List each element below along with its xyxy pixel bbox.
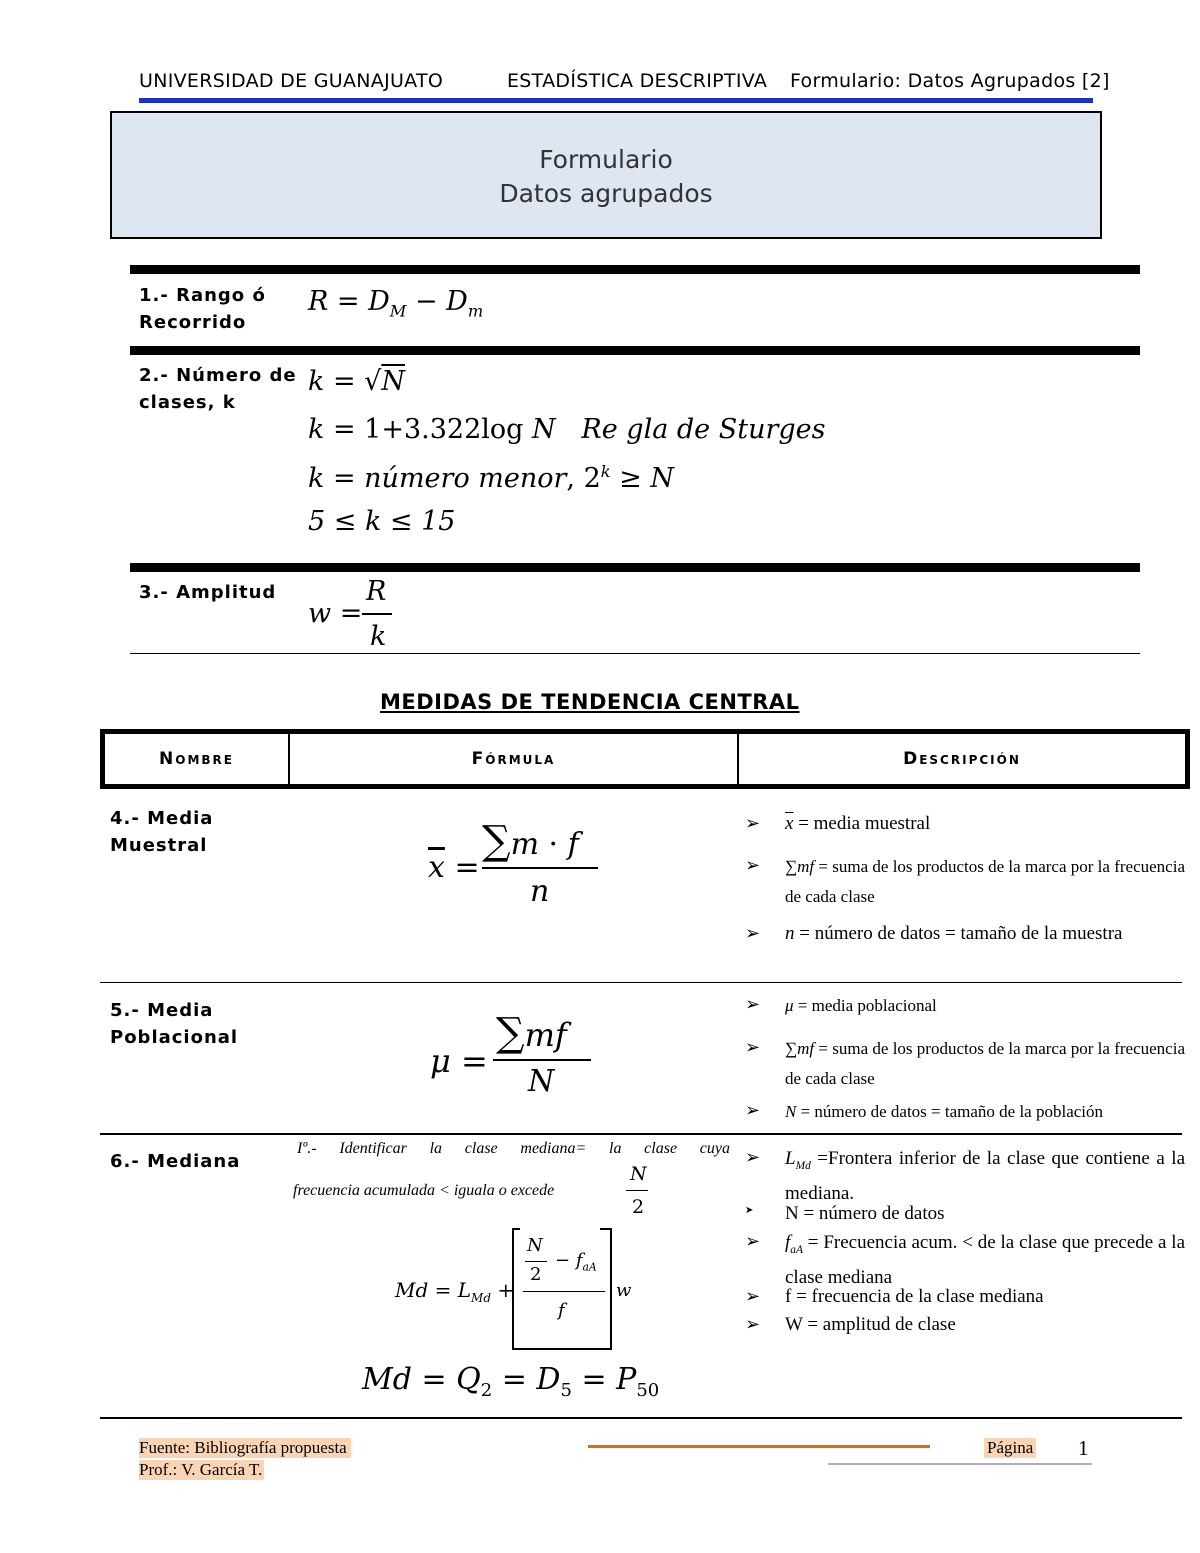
md-w: w bbox=[616, 1280, 632, 1301]
md-inner-fa: − $f_{aA}$ bbox=[555, 1250, 597, 1274]
clases-label: 2.- Número de clases, k bbox=[139, 365, 297, 413]
footer-source: Fuente: Bibliografía propuesta bbox=[139, 1438, 351, 1458]
rule-1 bbox=[130, 265, 1140, 274]
poblacional-fraction-bar bbox=[493, 1059, 591, 1061]
footer-page-num: 1 bbox=[1078, 1436, 1089, 1460]
amplitud-den: k bbox=[370, 621, 387, 652]
rule-2 bbox=[130, 346, 1140, 355]
header-university: UNIVERSIDAD DE GUANAJUATO bbox=[139, 70, 444, 92]
header-subject: ESTADÍSTICA DESCRIPTIVA bbox=[507, 70, 768, 92]
rango-label: 1.- Rango ó Recorrido bbox=[139, 285, 266, 333]
clases-range: 5 ≤ k ≤ 15 bbox=[308, 506, 456, 537]
mediana-step2: frecuencia acumulada < iguala o excede bbox=[293, 1182, 555, 1199]
footer-page-label: Página bbox=[984, 1438, 1036, 1458]
media-poblacional-label: 5.- Media Poblacional bbox=[110, 1000, 239, 1048]
rule-3 bbox=[130, 563, 1140, 572]
rango-formula: $R = D_M - D_m$ bbox=[308, 286, 484, 321]
md-inner-n: N bbox=[527, 1235, 543, 1256]
poblacional-description: ➢ μ = media poblacional ➢ ∑mf = suma de los productos de la marca por la frecuencia de cada clase ➢ N = número de datos = tamaño de la población bbox=[745, 994, 1185, 1121]
md-inner-2: 2 bbox=[530, 1264, 542, 1285]
row-rule-5 bbox=[100, 1133, 1182, 1135]
rule-3-bottom bbox=[130, 653, 1140, 654]
poblacional-lhs: μ = bbox=[430, 1042, 488, 1080]
media-muestral-label: 4.- Media Muestral bbox=[110, 808, 214, 856]
title-line2: Datos agrupados bbox=[499, 179, 713, 208]
md-den-f: f bbox=[558, 1300, 565, 1321]
amplitud-label: 3.- Amplitud bbox=[139, 582, 277, 603]
step-fraction-bar bbox=[626, 1190, 648, 1191]
muestral-lhs: $\overline{x}$ = bbox=[428, 850, 480, 885]
amplitud-lhs: w = bbox=[308, 598, 363, 629]
row-rule-6 bbox=[100, 1417, 1182, 1419]
col-nombre: Nombre bbox=[105, 734, 290, 784]
header-doc: Formulario: Datos Agrupados [2] bbox=[790, 70, 1110, 92]
step-n: N bbox=[630, 1163, 647, 1185]
footer-orange-line bbox=[588, 1445, 930, 1448]
row-rule-4 bbox=[100, 982, 1182, 983]
clases-formula-menor: k = número menor, 2$^k$ ≥ N bbox=[308, 462, 675, 494]
mediana-label: 6.- Mediana bbox=[110, 1151, 241, 1172]
poblacional-den: N bbox=[528, 1064, 555, 1099]
poblacional-num: ∑mf bbox=[496, 1010, 567, 1056]
mediana-description: ➢ $L_{Md}$ =Frontera inferior de la clase que contiene a la mediana. ➤ N = número de datos ➢ $f_{aA}$ = Frecuencia acum. < de la clase que precede a la clase mediana ➢ f = frecuencia de la clase mediana ➢ W = amplitud de clase bbox=[745, 1147, 1186, 1335]
footer-prof: Prof.: V. García T. bbox=[139, 1460, 263, 1479]
title-box bbox=[110, 111, 1102, 239]
mediana-step1: Iº.- Identificar la clase mediana= la clase cuya bbox=[297, 1140, 730, 1157]
mtc-table-header bbox=[100, 729, 1190, 789]
muestral-den: n bbox=[530, 874, 550, 909]
muestral-description: ➢ $\overline{x}$ = media muestral ➢ ∑mf = suma de los productos de la marca por la frecuencia de cada clase ➢ n = número de datos = tamaño de la muestra bbox=[745, 813, 1185, 944]
col-formula: Fórmula bbox=[290, 734, 739, 784]
md-main-bar bbox=[523, 1291, 605, 1292]
md-lhs: $Md = L_{Md}$ + bbox=[395, 1278, 515, 1305]
md-quantiles: $Md = Q_2 = D_5 = P_{50}$ bbox=[362, 1362, 660, 1401]
col-descripcion: Descripción bbox=[903, 749, 1021, 769]
amplitud-num: R bbox=[366, 576, 387, 607]
muestral-num: ∑m · f bbox=[482, 818, 579, 864]
step-2: 2 bbox=[632, 1196, 645, 1218]
clases-formula-sqrt: k = √N bbox=[308, 366, 406, 397]
header-rule bbox=[139, 98, 1093, 103]
mtc-title: MEDIDAS DE TENDENCIA CENTRAL bbox=[380, 690, 800, 714]
amplitud-fraction-bar bbox=[362, 613, 392, 615]
title-line1: Formulario bbox=[539, 145, 673, 174]
footer-purple-line bbox=[828, 1463, 1092, 1465]
md-inner-bar bbox=[525, 1261, 547, 1262]
clases-formula-sturges: k = 1+3.322log N Re gla de Sturges bbox=[308, 414, 826, 445]
muestral-fraction-bar bbox=[482, 867, 598, 869]
